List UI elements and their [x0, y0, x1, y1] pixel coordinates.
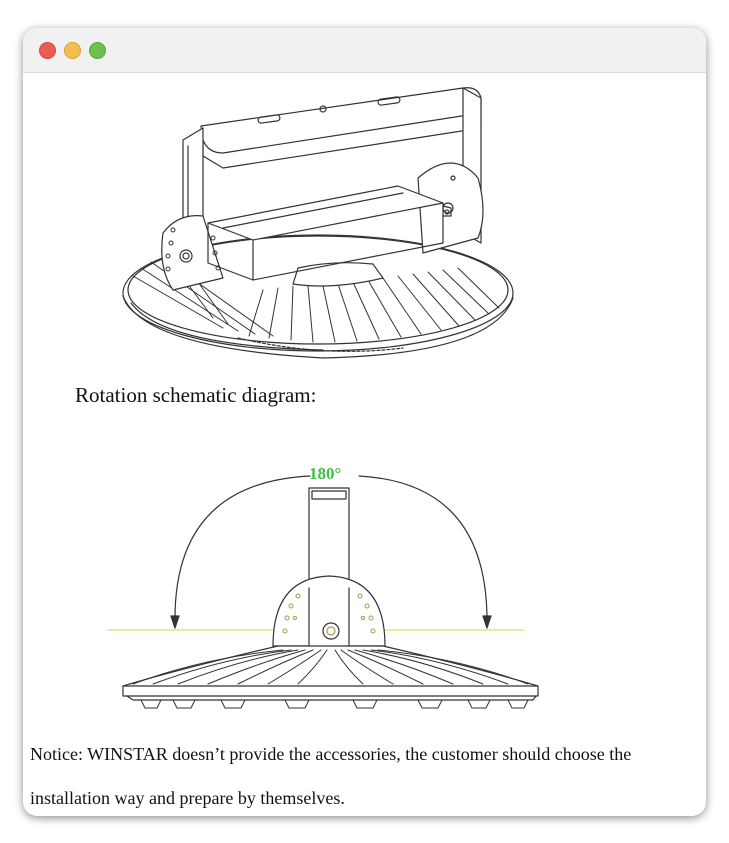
rotation-angle-label: 180° — [309, 464, 342, 483]
window — [23, 28, 706, 816]
rotation-schematic-drawing — [108, 476, 538, 708]
lamp-drawings — [23, 28, 706, 816]
notice-line-2: installation way and prepare by themselves. — [30, 788, 345, 808]
diagram-caption: Rotation schematic diagram: — [75, 383, 317, 407]
perspective-lamp-drawing — [123, 88, 513, 358]
notice-line-1: Notice: WINSTAR doesn’t provide the accessories, the customer should choose the — [30, 744, 632, 764]
